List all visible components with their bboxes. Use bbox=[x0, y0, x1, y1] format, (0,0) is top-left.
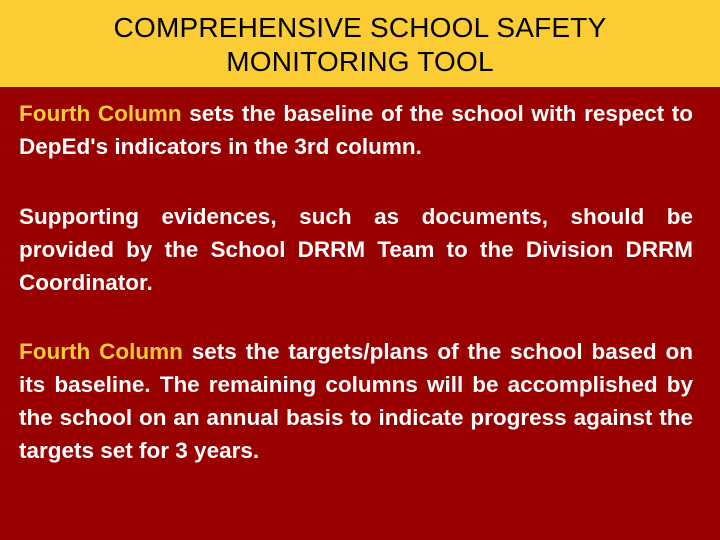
baseline-paragraph-text bbox=[19, 97, 693, 163]
slide-title-line-2: MONITORING TOOL bbox=[226, 45, 494, 77]
targets-paragraph-body: sets the targets/plans of the school based on its baseline. The remaining columns will be accomplished by the school on an annual basis to indicate progress against the targets set for 3 years. bbox=[19, 339, 693, 463]
baseline-paragraph-body: sets the baseline of the school with respect to DepEd's indicators in the 3rd column. bbox=[19, 101, 693, 159]
title-banner bbox=[0, 0, 720, 87]
targets-paragraph-text bbox=[19, 335, 693, 467]
baseline-paragraph bbox=[19, 97, 693, 163]
supporting-evidence-text: Supporting evidences, such as documents, should be provided by the School DRRM Team to the Division DRRM Coordinator. bbox=[19, 204, 693, 295]
fourth-column-highlight-2: Fourth Column bbox=[19, 339, 183, 364]
slide-title-line-1: COMPREHENSIVE SCHOOL SAFETY bbox=[113, 11, 607, 43]
fourth-column-highlight: Fourth Column bbox=[19, 101, 182, 126]
supporting-evidence-paragraph bbox=[19, 200, 693, 299]
targets-paragraph bbox=[19, 335, 693, 467]
